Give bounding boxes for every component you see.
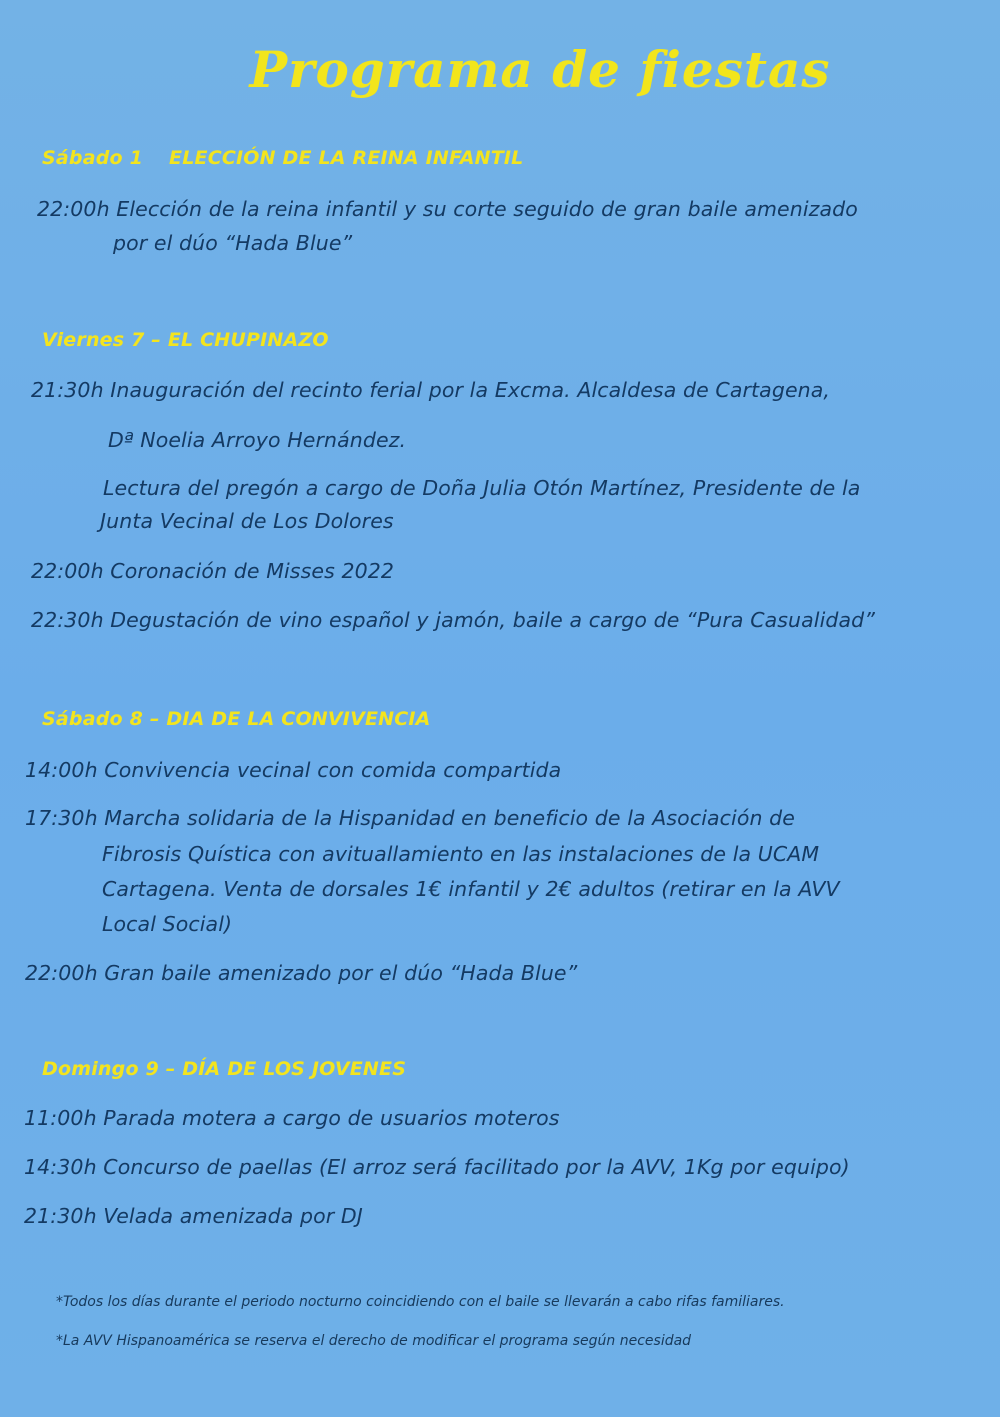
footnote: *La AVV Hispanoamérica se reserva el derecho de modificar el programa según necesidad [56,1333,692,1349]
page-title: Programa de fiestas [249,40,831,99]
schedule-line: Lectura del pregón a cargo de Doña Julia Otón Martínez, Presidente de la [103,476,861,500]
day-heading-event: ELECCIÓN DE LA REINA INFANTIL [169,147,524,169]
day-heading-sabado-1 [42,147,523,169]
schedule-line: Local Social) [102,912,233,936]
schedule-line: Fibrosis Quística con avituallamiento en las instalaciones de la UCAM [102,842,820,866]
schedule-line: Dª Noelia Arroyo Hernández. [108,428,407,452]
schedule-line: por el dúo “Hada Blue” [113,231,353,255]
schedule-line: 22:00h Coronación de Misses 2022 [31,559,395,583]
day-heading-sabado-8: Sábado 8 – DIA DE LA CONVIVENCIA [42,708,431,730]
schedule-line: 21:30h Inauguración del recinto ferial por la Excma. Alcaldesa de Cartagena, [31,378,831,402]
schedule-line: 22:00h Elección de la reina infantil y su corte seguido de gran baile amenizado [37,197,858,221]
schedule-line: Junta Vecinal de Los Dolores [100,509,394,533]
day-heading-domingo-9: Domingo 9 – DÍA DE LOS JOVENES [42,1058,407,1080]
schedule-line: Cartagena. Venta de dorsales 1€ infantil y 2€ adultos (retirar en la AVV [102,877,840,901]
schedule-line: 17:30h Marcha solidaria de la Hispanidad en beneficio de la Asociación de [25,806,795,830]
schedule-line: 22:30h Degustación de vino español y jamón, baile a cargo de “Pura Casualidad” [31,608,876,632]
footnote: *Todos los días durante el periodo nocturno coincidiendo con el baile se llevarán a cabo rifas familiares. [56,1294,785,1310]
schedule-line: 21:30h Velada amenizada por DJ [24,1204,363,1228]
schedule-line: 11:00h Parada motera a cargo de usuarios moteros [24,1106,560,1130]
schedule-line: 14:30h Concurso de paellas (El arroz será facilitado por la AVV, 1Kg por equipo) [24,1155,850,1179]
schedule-line: 14:00h Convivencia vecinal con comida compartida [25,758,562,782]
day-heading-viernes-7: Viernes 7 – EL CHUPINAZO [42,329,329,351]
schedule-line: 22:00h Gran baile amenizado por el dúo “Hada Blue” [25,961,578,985]
day-heading-date: Sábado 1 [42,147,144,169]
